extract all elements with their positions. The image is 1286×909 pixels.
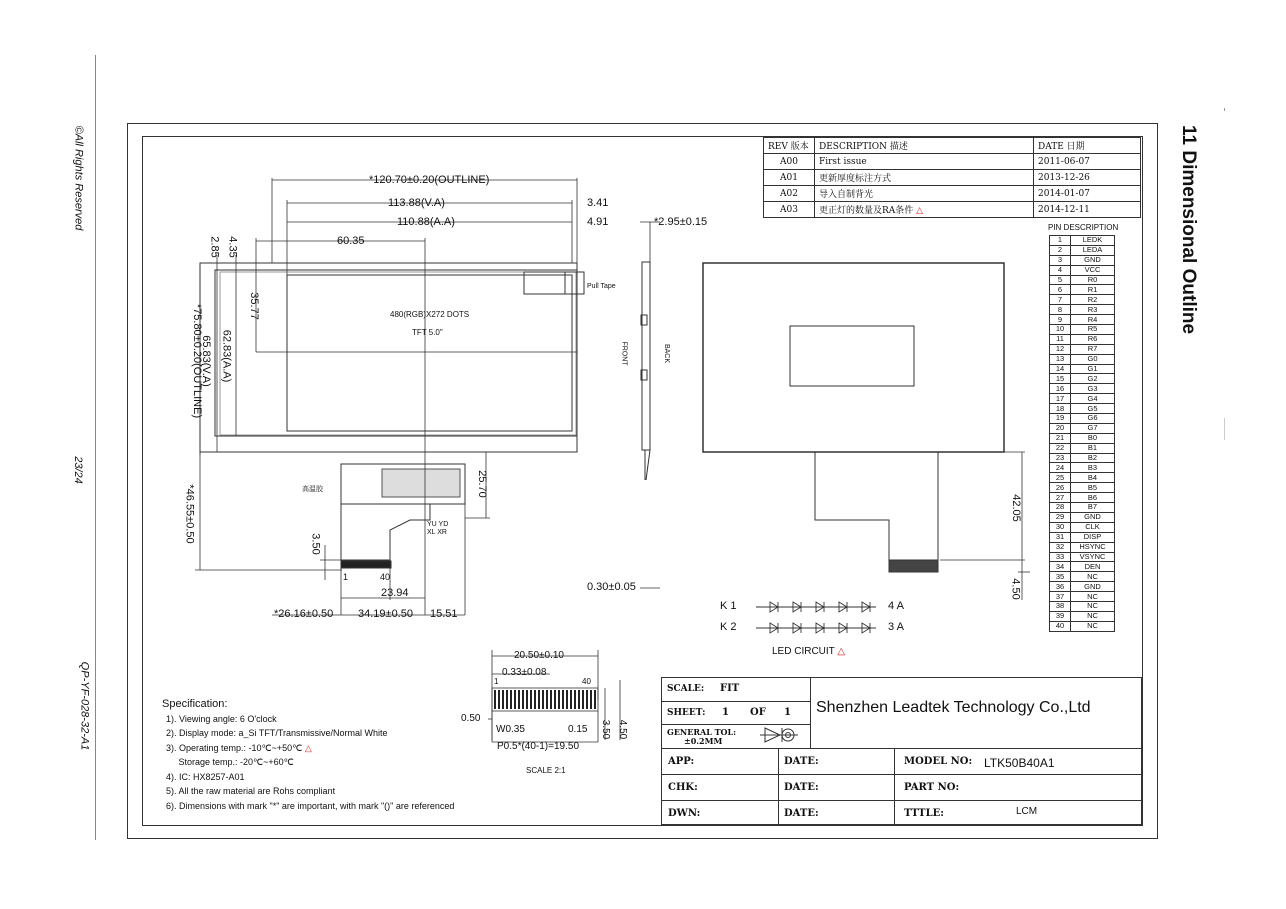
pin-number: 12 [1050,344,1071,354]
fpc-w035-dim: W0.35 [496,724,525,735]
pin-signal: LEDA [1071,245,1115,255]
pin-number: 32 [1050,542,1071,552]
touch-pin-label: YU YD XL XR [427,521,449,536]
pin-signal: R4 [1071,315,1115,325]
pull-tape-label: Pull Tape [587,283,616,290]
fpc-tail [341,504,430,560]
part-label: PART NO: [904,782,960,793]
desc-header: DESCRIPTION 描述 [815,138,1034,154]
scale-label: SCALE: [667,684,705,694]
sheet-number: 1 [722,707,729,718]
pin-number: 25 [1050,473,1071,483]
desc-cell: First issue [815,154,1034,170]
pin-signal: G4 [1071,394,1115,404]
pin-number: 15 [1050,374,1071,384]
pin-signal: NC [1071,621,1115,631]
fpc-350-dim: 3.50 [600,719,612,740]
dim-285: 2.85 [208,236,221,258]
dim-491: 4.91 [587,216,609,228]
dim-4205: 42.05 [1009,494,1022,522]
spec-line: 5). All the raw material are Rohs compliant [166,786,336,796]
pin-40-label: 40 [380,572,391,582]
scale-value: FIT [720,683,740,694]
pin-signal: R7 [1071,344,1115,354]
pin-signal: G7 [1071,423,1115,433]
dim-3419: 34.19±0.50 [358,608,413,620]
va-height-dim: 65.83(V.A) [199,335,212,387]
date-cell: 2013-12-26 [1034,170,1141,186]
back-view [703,263,1004,452]
dim-2570: 25.70 [475,470,488,498]
thickness-dim: *2.95±0.15 [654,216,708,228]
pin-table-title: PIN DESCRIPTION [1048,223,1119,232]
app-date-label: DATE: [784,756,819,767]
pin-signal: R5 [1071,325,1115,335]
chk-date-label: DATE: [784,782,819,793]
pin-number: 18 [1050,404,1071,414]
resolution-label: 480(RGB)X272 DOTS [390,310,470,319]
model-value: LTK50B40A1 [984,756,1055,770]
pin-number: 9 [1050,315,1071,325]
ra-warning-icon: △ [304,742,312,753]
dim-6035: 60.35 [337,235,365,247]
pin-signal: NC [1071,601,1115,611]
pin-number: 36 [1050,582,1071,592]
pin-number: 30 [1050,522,1071,532]
pin-number: 16 [1050,384,1071,394]
outline-height-dim: *75.80±0.20(OUTLINE) [191,303,204,419]
pin-signal: B2 [1071,453,1115,463]
rights-label: ©All Rights Reserved [72,125,85,231]
dim-2394: 23.94 [381,587,409,599]
pin-number: 20 [1050,423,1071,433]
led-k1-label: K 1 [720,600,737,612]
front-label: FRONT [620,341,628,366]
pin-signal: GND [1071,255,1115,265]
aa-width-dim: 110.88(A.A) [397,216,455,228]
view-lines [220,272,576,435]
led-k2-label: K 2 [720,621,737,633]
pin-signal: HSYNC [1071,542,1115,552]
app-label: APP: [668,756,695,767]
dim-350: 3.50 [309,533,322,555]
sheet-label: SHEET: [667,708,706,718]
pin-signal: R1 [1071,285,1115,295]
pin-signal: VSYNC [1071,552,1115,562]
dim-3577: 35.77 [247,292,260,320]
sheet-of: OF [750,707,766,718]
rev-header: REV 版本 [764,138,815,154]
led-circuit [756,602,876,633]
pin-signal: DISP [1071,532,1115,542]
spec-line: 1). Viewing angle: 6 O'clock [166,713,277,724]
pin-number: 40 [1050,621,1071,631]
rev-cell: A01 [764,170,815,186]
pin-number: 17 [1050,394,1071,404]
pin-signal: G2 [1071,374,1115,384]
pin-number: 26 [1050,483,1071,493]
pin-signal: R6 [1071,334,1115,344]
pin-signal: B6 [1071,493,1115,503]
dim-341: 3.41 [587,197,609,209]
pin-number: 28 [1050,503,1071,513]
pin-signal: R3 [1071,305,1115,315]
pin-signal: B4 [1071,473,1115,483]
date-cell: 2014-12-11 [1034,202,1141,218]
pin-number: 31 [1050,532,1071,542]
fpc-scale-label: SCALE 2:1 [526,766,566,775]
tft-size-label: TFT 5.0" [412,328,443,337]
pin-signal: G6 [1071,414,1115,424]
sheet-cell [662,702,811,725]
pin-number: 33 [1050,552,1071,562]
title-block [661,677,1142,825]
pin-number: 19 [1050,414,1071,424]
pin-number: 10 [1050,325,1071,335]
spec-line: 2). Display mode: a_Si TFT/Transmissive/Normal White [166,728,388,738]
pin-signal: G0 [1071,354,1115,364]
pin-signal: G5 [1071,404,1115,414]
desc-cell: 更新厚度标注方式 [815,170,1034,186]
back-label [790,326,914,386]
tolerance-cell [662,725,811,747]
ra-warning-icon: △ [837,646,846,657]
pin-number: 29 [1050,512,1071,522]
tolerance-label: GENERAL TOL: [667,727,737,737]
fpc-width-dim: 20.50±0.10 [514,650,564,661]
desc-text: 更正灯的数量及RA条件 [819,206,914,216]
fpc-pitch-dim: P0.5*(40-1)=19.50 [497,741,580,752]
fpc-033-dim: 0.33±0.08 [502,667,547,678]
section-heading: 11 Dimensional Outline [1178,125,1199,335]
pin-signal: NC [1071,572,1115,582]
date-cell: 2014-01-07 [1034,186,1141,202]
desc-cell: 导入自制背光 [815,186,1034,202]
rev-cell: A03 [764,202,815,218]
scale-cell [662,678,811,702]
adhesive-label: 高温胶 [302,486,323,493]
led-caption [772,646,845,657]
spec-title: Specification: [162,698,228,710]
back-label-text: BACK [663,343,671,364]
spec-line: Storage temp.: -20℃~+60℃ [166,757,294,767]
date-cell: 2011-06-07 [1034,154,1141,170]
fpc-pin-1: 1 [494,677,499,686]
aa-height-dim: 62.83(A.A) [220,329,233,383]
pin-number: 23 [1050,453,1071,463]
fpc-050-dim: 0.50 [461,713,481,724]
pin-number: 3 [1050,255,1071,265]
pin-number: 14 [1050,364,1071,374]
spec-line: 4). IC: HX8257-A01 [166,771,245,782]
pin-number: 22 [1050,443,1071,453]
pin-signal: R2 [1071,295,1115,305]
fpc-015-dim: 0.15 [568,724,588,735]
pin-number: 5 [1050,275,1071,285]
spec-line-text: 3). Operating temp.: -10℃~+50℃ [166,742,303,753]
model-label: MODEL NO: [904,756,973,767]
visible-area [215,270,577,436]
pin-number: 1 [1050,236,1071,246]
pin-signal: VCC [1071,265,1115,275]
doc-number: QP-YF-028-32-A1 [78,661,91,751]
pin-signal: CLK [1071,522,1115,532]
pin-signal: LEDK [1071,236,1115,246]
page-number: 23/24 [71,456,84,484]
fpc-pin-40: 40 [582,677,591,686]
pin-number: 6 [1050,285,1071,295]
pin-signal: B3 [1071,463,1115,473]
pin-number: 27 [1050,493,1071,503]
dim-1551: 15.51 [430,608,458,620]
pin-signal: B0 [1071,433,1115,443]
pin-number: 21 [1050,433,1071,443]
pin-number: 11 [1050,334,1071,344]
back-fpc-contacts [889,560,938,572]
pin-signal: G1 [1071,364,1115,374]
spec-line: 6). Dimensions with mark "*" are important, with mark "()" are referenced [166,800,455,811]
ra-warning-icon: △ [916,206,924,216]
pin-signal: DEN [1071,562,1115,572]
pin-signal: NC [1071,592,1115,602]
pin-number: 4 [1050,265,1071,275]
pin-number: 24 [1050,463,1071,473]
pin-number: 8 [1050,305,1071,315]
dim-4655: *46.55±0.50 [183,484,196,544]
dim-435: 4.35 [226,236,239,258]
pin-signal: B1 [1071,443,1115,453]
back-fpc [815,452,938,560]
spec-line [162,741,454,756]
tolerance-value: ±0.2MM [684,736,723,746]
pin-number: 35 [1050,572,1071,582]
pin-signal: NC [1071,611,1115,621]
pin-1-label: 1 [343,572,349,582]
title-value: LCM [1016,806,1038,817]
va-width-dim: 113.88(V.A) [388,197,445,209]
dwn-date-label: DATE: [784,808,819,819]
sheet-total: 1 [784,707,791,718]
active-area [287,275,572,431]
dim-450: 4.50 [1009,578,1022,600]
rev-cell: A02 [764,186,815,202]
fpc-450-dim: 4.50 [617,719,629,740]
dwn-label: DWN: [668,808,701,819]
title-block-divider [810,678,811,748]
pin-number: 2 [1050,245,1071,255]
pin-number: 39 [1050,611,1071,621]
pin-number: 37 [1050,592,1071,602]
rev-cell: A00 [764,154,815,170]
pin-number: 13 [1050,354,1071,364]
dim-2616: *26.16±0.50 [274,608,334,620]
pin-signal: B5 [1071,483,1115,493]
pin-signal: GND [1071,582,1115,592]
pin-signal: G3 [1071,384,1115,394]
pin-signal: GND [1071,512,1115,522]
led-4a-label: 4 A [888,600,904,612]
pin-number: 34 [1050,562,1071,572]
pin-number: 38 [1050,601,1071,611]
title-grid [662,748,1141,825]
pin-number: 7 [1050,295,1071,305]
fpc-detail-fingers [494,690,596,709]
pin-signal: B7 [1071,503,1115,513]
date-header: DATE 日期 [1034,138,1141,154]
side-view [642,262,650,450]
title-label: TTTLE: [904,808,944,819]
specification [162,697,454,813]
fpc-contacts [341,561,391,568]
led-3a-label: 3 A [888,621,904,633]
outline-width-dim: *120.70±0.20(OUTLINE) [369,174,490,186]
dim-030: 0.30±0.05 [587,581,636,593]
company-name: Shenzhen Leadtek Technology Co.,Ltd [816,699,1091,716]
pin-signal: R0 [1071,275,1115,285]
chk-label: CHK: [668,782,698,793]
led-caption-text: LED CIRCUIT [772,646,835,657]
